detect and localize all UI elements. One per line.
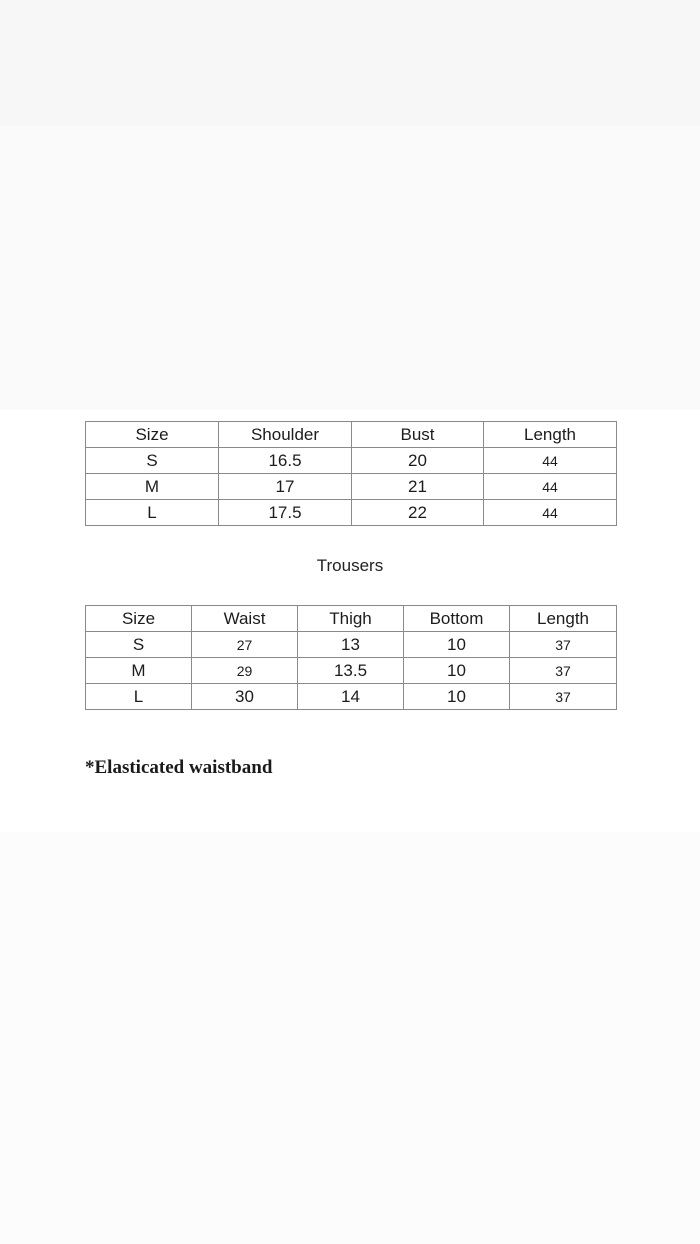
table-cell: 14 bbox=[298, 684, 404, 710]
table-cell: 44 bbox=[484, 474, 617, 500]
table-cell: 16.5 bbox=[219, 448, 352, 474]
trousers-size-table bbox=[85, 605, 617, 710]
table-cell: 17 bbox=[219, 474, 352, 500]
table-cell: 44 bbox=[484, 500, 617, 526]
header-bottom: Bottom bbox=[404, 606, 510, 632]
table-cell: M bbox=[86, 474, 219, 500]
header-shoulder: Shoulder bbox=[219, 422, 352, 448]
waistband-note: *Elasticated waistband bbox=[85, 757, 273, 778]
table-cell: 44 bbox=[484, 448, 617, 474]
table-row bbox=[86, 658, 617, 684]
table-cell: 17.5 bbox=[219, 500, 352, 526]
table-cell: 13.5 bbox=[298, 658, 404, 684]
table-row bbox=[86, 448, 617, 474]
header-bust: Bust bbox=[352, 422, 484, 448]
header-length: Length bbox=[484, 422, 617, 448]
table-cell: 13 bbox=[298, 632, 404, 658]
table-cell: 10 bbox=[404, 658, 510, 684]
header-length: Length bbox=[510, 606, 617, 632]
header-size: Size bbox=[86, 606, 192, 632]
table-cell: 27 bbox=[192, 632, 298, 658]
table-cell: 37 bbox=[510, 658, 617, 684]
table-row bbox=[86, 684, 617, 710]
header-thigh: Thigh bbox=[298, 606, 404, 632]
table-cell: 37 bbox=[510, 632, 617, 658]
table-cell: S bbox=[86, 632, 192, 658]
table-cell: M bbox=[86, 658, 192, 684]
table-cell: 29 bbox=[192, 658, 298, 684]
table-cell: 20 bbox=[352, 448, 484, 474]
size-chart-sheet bbox=[0, 410, 700, 832]
header-waist: Waist bbox=[192, 606, 298, 632]
table-cell: 10 bbox=[404, 684, 510, 710]
table-row bbox=[86, 474, 617, 500]
top-background-band bbox=[0, 0, 700, 126]
table-cell: 22 bbox=[352, 500, 484, 526]
bottom-background-band bbox=[0, 832, 700, 1244]
table-cell: 10 bbox=[404, 632, 510, 658]
table-cell: S bbox=[86, 448, 219, 474]
tops-size-table bbox=[85, 421, 617, 526]
table-cell: 37 bbox=[510, 684, 617, 710]
table-row bbox=[86, 500, 617, 526]
table-header-row bbox=[86, 606, 617, 632]
trousers-heading: Trousers bbox=[316, 556, 384, 575]
table-header-row bbox=[86, 422, 617, 448]
table-cell: L bbox=[86, 500, 219, 526]
table-cell: 21 bbox=[352, 474, 484, 500]
table-cell: 30 bbox=[192, 684, 298, 710]
table-cell: L bbox=[86, 684, 192, 710]
header-size: Size bbox=[86, 422, 219, 448]
table-row bbox=[86, 632, 617, 658]
